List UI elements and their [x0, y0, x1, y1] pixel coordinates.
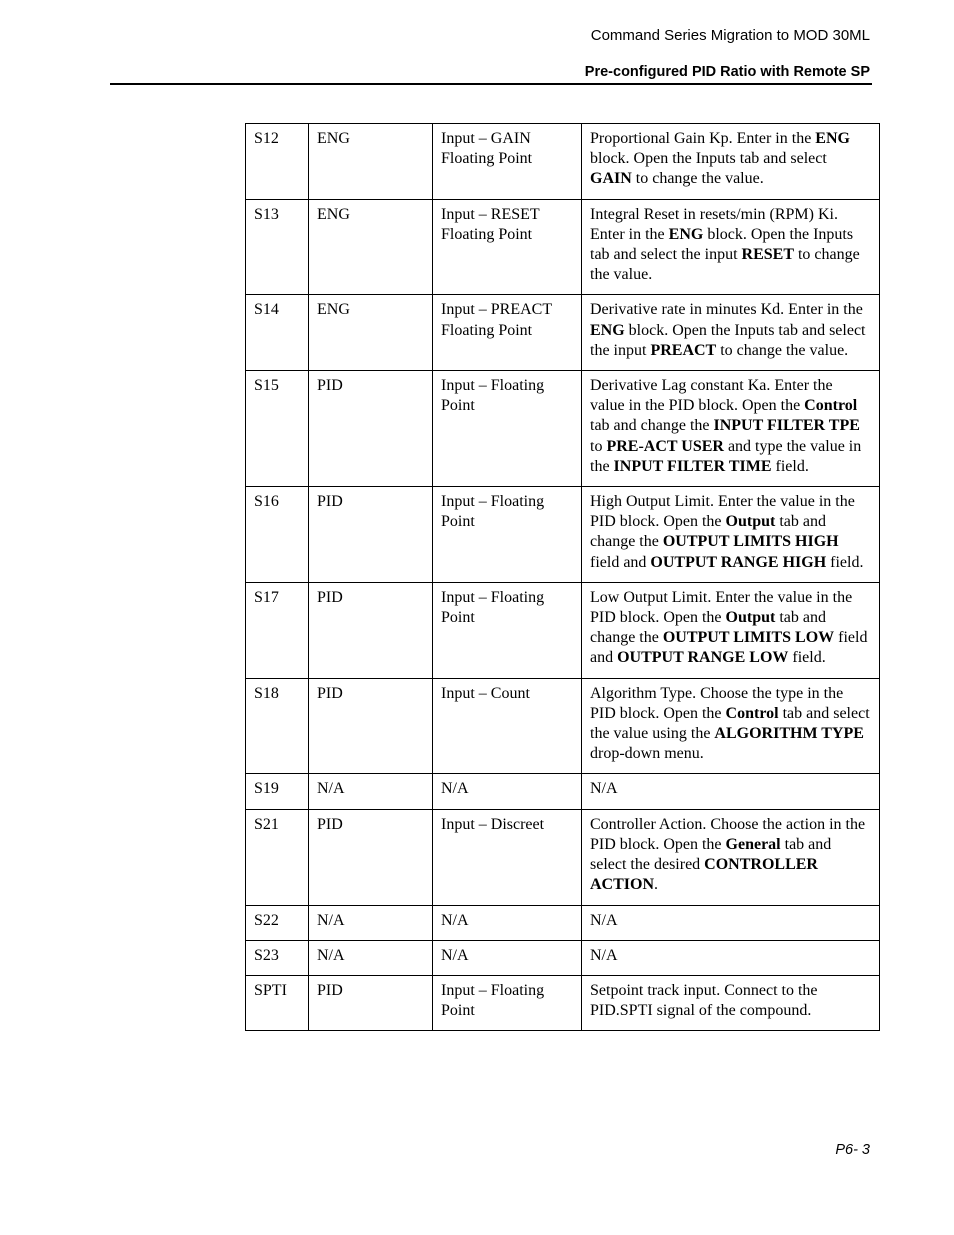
description-emphasis: Control	[804, 397, 858, 415]
type-cell: N/A	[433, 940, 582, 975]
description-cell	[582, 809, 880, 905]
description-emphasis: CONTROLLER ACTION	[590, 856, 818, 894]
block-cell: N/A	[309, 905, 433, 940]
description-text: Setpoint track input. Connect to the PID.SPTI signal of the compound.	[590, 981, 818, 1020]
description-emphasis: OUTPUT LIMITS LOW	[662, 629, 835, 647]
block-cell: PID	[309, 487, 433, 583]
param-cell: S21	[246, 809, 309, 905]
block-cell: ENG	[309, 199, 433, 295]
description-text: Derivative Lag constant Ka. Enter the value in the PID block. Open the	[590, 377, 833, 415]
description-emphasis: PRE-ACT USER	[606, 437, 724, 455]
param-cell: S23	[246, 940, 309, 975]
param-cell: SPTI	[246, 975, 309, 1030]
param-cell: S19	[246, 774, 309, 809]
param-cell: S15	[246, 371, 309, 487]
description-text: tab and select the value using the	[590, 704, 870, 743]
description-text: Integral Reset in resets/min (RPM) Ki. Enter in the	[590, 205, 838, 243]
description-emphasis: INPUT FILTER TPE	[713, 417, 860, 435]
description-text: High Output Limit. Enter the value in the PID block. Open the	[590, 493, 855, 531]
header-title: Command Series Migration to MOD 30ML	[590, 27, 870, 44]
description-text: tab and select the desired	[590, 835, 832, 874]
description-cell	[582, 940, 880, 975]
table-row	[246, 774, 880, 809]
description-emphasis: Output	[725, 513, 776, 531]
table-row	[246, 809, 880, 905]
description-text: block. Open the Inputs tab and select	[590, 150, 827, 168]
block-cell: PID	[309, 975, 433, 1030]
description-emphasis: ENG	[815, 130, 850, 147]
table-row	[246, 124, 880, 200]
type-cell: Input – PREACT Floating Point	[433, 295, 582, 371]
description-text: Controller Action. Choose the action in the PID block. Open the	[590, 815, 866, 853]
param-cell: S12	[246, 124, 309, 200]
block-cell: N/A	[309, 940, 433, 975]
description-text: Proportional Gain Kp. Enter in the	[590, 130, 816, 147]
header-subtitle: Pre-configured PID Ratio with Remote SP	[584, 64, 870, 80]
description-emphasis: OUTPUT RANGE HIGH	[650, 553, 827, 571]
description-text: .	[654, 876, 659, 894]
type-cell: Input – Floating Point	[433, 582, 582, 678]
description-cell	[582, 905, 880, 940]
table-row	[246, 199, 880, 295]
description-text: field.	[771, 457, 809, 475]
type-cell: Input – Floating Point	[433, 371, 582, 487]
description-emphasis: General	[725, 835, 781, 853]
description-cell	[582, 582, 880, 678]
description-text: field and	[590, 629, 868, 667]
description-text: Low Output Limit. Enter the value in the PID block. Open the	[590, 588, 853, 627]
type-cell: Input – Count	[433, 678, 582, 774]
description-text: tab and change the	[590, 609, 826, 647]
description-text: tab and change the	[590, 417, 714, 435]
description-text: block. Open the Inputs tab and select the input	[590, 225, 854, 264]
description-cell	[582, 678, 880, 774]
param-cell: S22	[246, 905, 309, 940]
page-number: P6- 3	[835, 1142, 870, 1158]
parameter-table	[245, 123, 880, 1031]
description-text: to	[590, 437, 607, 455]
param-cell: S13	[246, 199, 309, 295]
table-row	[246, 487, 880, 583]
header-rule	[110, 83, 872, 85]
description-text: drop-down menu.	[590, 745, 704, 763]
description-cell	[582, 124, 880, 200]
parameter-table-body	[246, 124, 880, 1031]
description-text: tab and change the	[590, 513, 826, 551]
description-emphasis: GAIN	[590, 170, 632, 188]
description-text: Algorithm Type. Choose the type in the PID block. Open the	[590, 684, 844, 722]
description-text: N/A	[590, 946, 618, 964]
param-cell: S17	[246, 582, 309, 678]
description-emphasis: RESET	[741, 246, 794, 264]
type-cell: Input – Discreet	[433, 809, 582, 905]
description-text: N/A	[590, 780, 618, 798]
description-text: field and	[590, 553, 651, 571]
type-cell: N/A	[433, 905, 582, 940]
description-text: to change the value.	[631, 170, 764, 188]
description-emphasis: Control	[725, 704, 779, 722]
description-cell	[582, 975, 880, 1030]
description-text: to change the value.	[716, 341, 849, 359]
description-emphasis: Output	[725, 609, 776, 627]
description-text: block. Open the Inputs tab and select the input	[590, 321, 866, 359]
table-row	[246, 295, 880, 371]
description-cell	[582, 199, 880, 295]
table-row	[246, 582, 880, 678]
block-cell: ENG	[309, 124, 433, 200]
block-cell: PID	[309, 678, 433, 774]
description-text: field.	[788, 649, 826, 667]
table-row	[246, 975, 880, 1030]
table-row	[246, 905, 880, 940]
description-cell	[582, 774, 880, 809]
description-text: to change the value.	[590, 246, 860, 284]
type-cell: Input – Floating Point	[433, 487, 582, 583]
description-cell	[582, 487, 880, 583]
table-row	[246, 371, 880, 487]
description-cell	[582, 371, 880, 487]
block-cell: ENG	[309, 295, 433, 371]
description-text: and type the value in the	[590, 437, 862, 475]
table-row	[246, 940, 880, 975]
param-cell: S18	[246, 678, 309, 774]
block-cell: PID	[309, 582, 433, 678]
param-cell: S14	[246, 295, 309, 371]
block-cell: N/A	[309, 774, 433, 809]
description-emphasis: ENG	[668, 225, 704, 243]
description-emphasis: OUTPUT LIMITS HIGH	[662, 533, 839, 551]
description-text: N/A	[590, 911, 618, 929]
description-text: field.	[826, 553, 864, 571]
description-emphasis: ENG	[590, 321, 625, 339]
param-cell: S16	[246, 487, 309, 583]
description-emphasis: INPUT FILTER TIME	[613, 457, 772, 475]
type-cell: N/A	[433, 774, 582, 809]
block-cell: PID	[309, 809, 433, 905]
type-cell: Input – GAIN Floating Point	[433, 124, 582, 200]
description-emphasis: OUTPUT RANGE LOW	[617, 649, 789, 667]
description-cell	[582, 295, 880, 371]
description-emphasis: PREACT	[650, 341, 717, 359]
description-text: Derivative rate in minutes Kd. Enter in the	[590, 301, 863, 319]
type-cell: Input – Floating Point	[433, 975, 582, 1030]
type-cell: Input – RESET Floating Point	[433, 199, 582, 295]
table-row	[246, 678, 880, 774]
block-cell: PID	[309, 371, 433, 487]
description-emphasis: ALGORITHM TYPE	[714, 725, 864, 743]
